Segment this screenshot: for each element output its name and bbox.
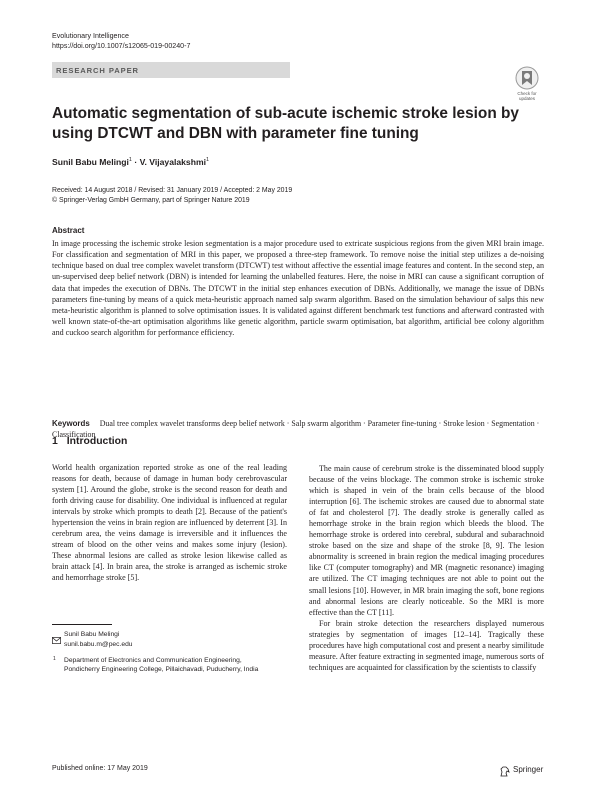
footnote-divider xyxy=(52,624,112,625)
section-heading xyxy=(52,436,127,447)
author-name[interactable]: V. Vijayalakshmi xyxy=(139,157,206,167)
journal-name: Evolutionary Intelligence xyxy=(52,32,129,40)
section-number: 1 xyxy=(52,436,58,447)
affiliation-text: Department of Electronics and Communication Engineering, Pondicherry Engineering College, Pillaichavadi, Puducherry, India xyxy=(64,657,259,673)
author-name[interactable]: Sunil Babu Melingi xyxy=(52,157,129,167)
author-affiliation-marker: 1 xyxy=(128,157,132,164)
journal-info xyxy=(52,31,190,51)
springer-horse-icon xyxy=(499,764,511,775)
body-paragraph: World health organization reported stroke as one of the real leading reasons for death, because of damage in human body cerebrovascular system [1]. Around the globe, stroke is the second reason for death and forth driving cause for disability. One individual is influenced at regular intervals by stroke which prompts to death [2]. Because of the patient's hypertension the veins in brain region are influenced by deterrent [3]. In cerebrum area, the veins damage is irreversible and it influences the stream of blood on the other veins and makes some injury (lesion). These abnormal lesions are called as stroke lesion likewise called as brain attack [4]. In brain area, the stroke is arranged as ischemic stroke and hemorrhage stroke [5]. xyxy=(52,463,287,583)
body-paragraph: For brain stroke detection the researchers displayed numerous strategies by segmentation of images [12–14]. Tragically these procedures have high computational cost and present a nearby similitude measure. After feature extracting in segmented image, numerous sorts of techniques are acquainted for classification by the scientists to classify xyxy=(309,618,544,672)
envelope-icon-svg xyxy=(52,637,61,644)
abstract-text: In image processing the ischemic stroke lesion segmentation is a major procedure used to extricate suspicious regions from the given MRI brain image. For classification and segmentation of MRI in this paper, we proposed a three-step framework. To remove noise the initial step utilizes a de-noising technique based on dual tree complex wavelet transform (DTCWT) test without affective the essential image features and content. In the second step, an un-supervised deep belief network (DBN) is intended for learning the unlabelled features. Here, the noise in MRI can cause a significant corruption of data that impedes the execution of DBNs. The DTCWT in the initial step enhances execution of DBNs. Additionally, we manage the issue of DBNs parameters fine-tuning by means of a quick meta-heuristic approach named salp swarm algorithm. Based on the simulation behaviour of salps this new meta-heuristic algorithm is planned to solve optimisation issues. It is validated against different benchmark test functions and afterward contrasted with well known state-of-the-art optimisation algorithms like genetic algorithm, particle swarm optimisation, bat algorithm, artificial bee colony algorithm and cuckoo search algorithm for performance efficiency. xyxy=(52,239,544,338)
article-history xyxy=(52,186,292,205)
abstract-heading: Abstract xyxy=(52,226,85,235)
affiliation-number: 1 xyxy=(53,656,56,662)
paper-title: Automatic segmentation of sub-acute ischemic stroke lesion by using DTCWT and DBN with parameter fine tuning xyxy=(52,105,519,142)
author-affiliation-marker: 1 xyxy=(206,157,210,164)
doi-link[interactable]: https://doi.org/10.1007/s12065-019-00240-7 xyxy=(52,42,191,51)
check-for-updates-badge[interactable] xyxy=(510,65,544,103)
history-dates: Received: 14 August 2018 / Revised: 31 January 2019 / Accepted: 2 May 2019 xyxy=(52,187,293,194)
published-online: Published online: 17 May 2019 xyxy=(52,765,148,772)
left-column xyxy=(52,462,287,584)
check-badge-label: Check for updates xyxy=(517,91,537,101)
article-type-label: RESEARCH PAPER xyxy=(56,66,139,75)
keywords-label: Keywords xyxy=(52,419,90,428)
author-list xyxy=(52,157,209,167)
publisher-name: Springer xyxy=(513,765,544,774)
keywords-list: Dual tree complex wavelet transforms deep belief network · Salp swarm algorithm · Parameter fine-tuning · Stroke lesion · Segmentation · Classification xyxy=(52,419,540,440)
corresponding-author-name: Sunil Babu Melingi xyxy=(64,631,120,638)
springer-logo-svg xyxy=(499,766,511,777)
author-separator: · xyxy=(131,157,140,167)
right-column xyxy=(309,463,544,673)
corresponding-author-email[interactable]: sunil.babu.m@pec.edu xyxy=(64,641,133,648)
section-title: Introduction xyxy=(66,436,128,447)
copyright-line: © Springer-Verlag GmbH Germany, part of Springer Nature 2019 xyxy=(52,196,250,204)
body-paragraph: The main cause of cerebrum stroke is the disseminated blood supply because of the veins blockage. The common stroke is ischemic stroke which is shaped in vein of the brain cells because of the blood interruption [6]. The ischemic strokes are caused due to abnormal state of fat and cholesterol [7]. The deadly stroke is generally called as hemorrhage stroke in the brain region which bleeds the blood. The hemorrhage stroke is ordered into cerebral, subdural and subarachnoid stroke based on the size and shape of the stroke [8, 9]. The lesion abnormality is screened in brain region the medical imaging procedures like CT (computer tomography) and MR (magnetic resonance) imaging are utilized. The CT imaging techniques are not able to point out the small lesions [10]. However, in MR brain imaging the soft, bone regions and abnormal lesions are clearly noticeable. So the MRI is more effective than the CT [11]. xyxy=(309,464,544,617)
